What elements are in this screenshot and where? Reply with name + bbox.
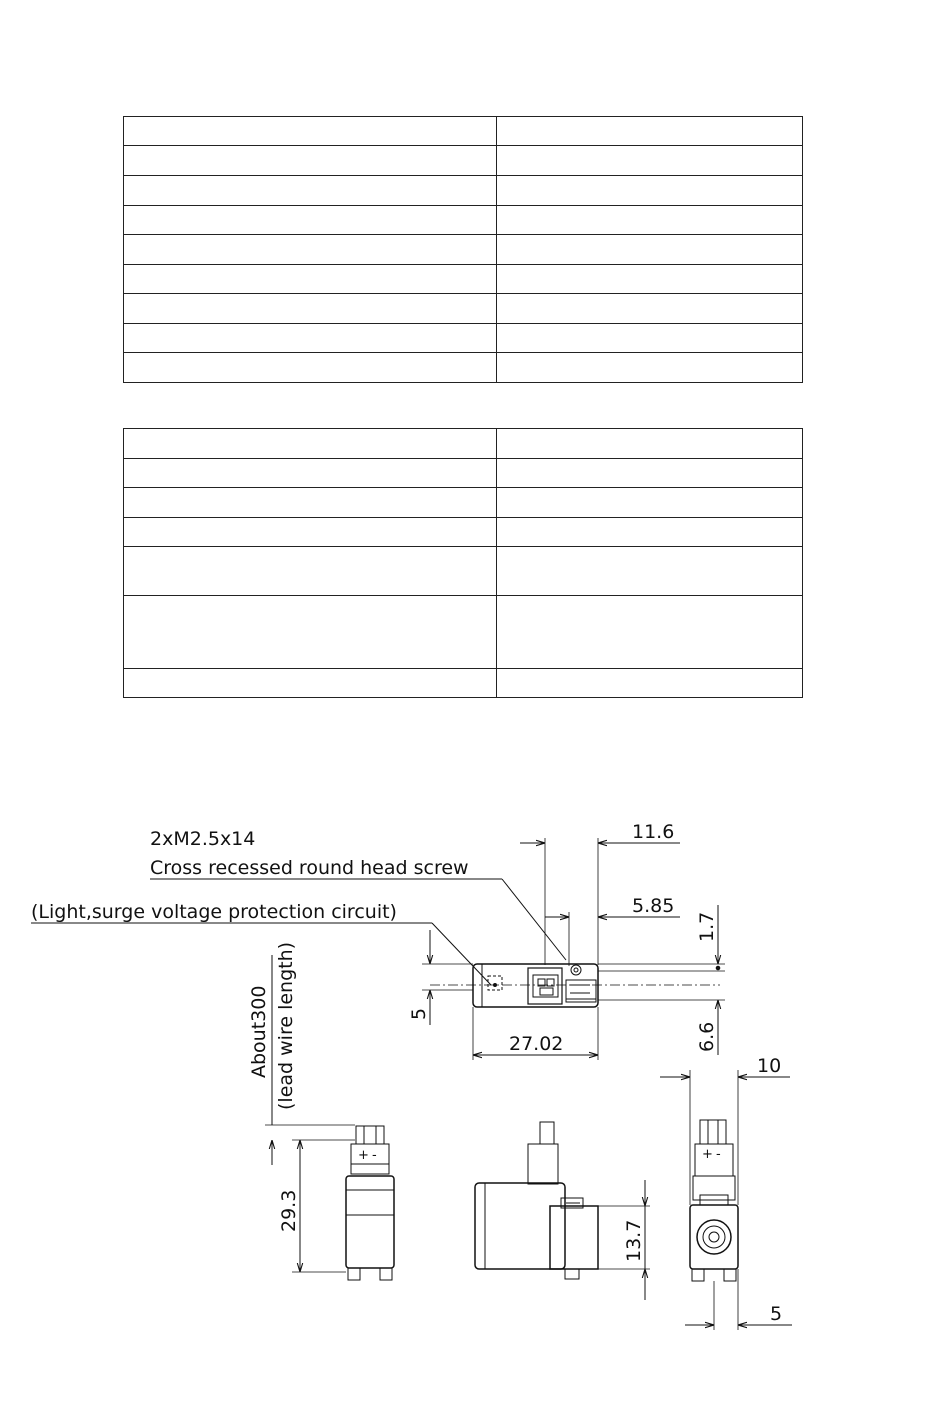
front-view bbox=[475, 1122, 598, 1279]
dim-29-3 bbox=[278, 1140, 355, 1272]
connector-body bbox=[695, 1144, 733, 1176]
dim-label: 29.3 bbox=[278, 1189, 300, 1232]
connector-stem bbox=[528, 1144, 558, 1184]
dim-13-7 bbox=[598, 1180, 650, 1300]
port-outer bbox=[697, 1220, 731, 1254]
coil-body bbox=[475, 1183, 565, 1269]
foot bbox=[724, 1269, 736, 1281]
screw-spec-label: 2xM2.5x14 bbox=[150, 828, 256, 850]
polarity-minus: - bbox=[372, 1148, 377, 1163]
lead-wire-dim bbox=[248, 942, 355, 1165]
dim-label: 10 bbox=[757, 1055, 782, 1077]
screw-desc-label: Cross recessed round head screw bbox=[150, 857, 469, 879]
dim-27-02 bbox=[473, 1007, 598, 1060]
foot bbox=[565, 1269, 579, 1279]
dim-label: 5.85 bbox=[632, 895, 675, 917]
dim-11-6 bbox=[520, 821, 680, 965]
valve-block bbox=[550, 1206, 598, 1269]
polarity-plus: + bbox=[702, 1147, 713, 1162]
lead-note-label: (lead wire length) bbox=[275, 941, 297, 1110]
connector-top bbox=[700, 1120, 726, 1144]
dim-label: 11.6 bbox=[632, 821, 675, 843]
dim-dot bbox=[716, 966, 720, 970]
dim-label: 13.7 bbox=[623, 1219, 645, 1262]
dim-10 bbox=[660, 1055, 790, 1205]
top-view bbox=[430, 964, 720, 1007]
dim-label: 5 bbox=[408, 1007, 430, 1020]
coil-upper bbox=[693, 1176, 735, 1200]
port-mid bbox=[703, 1226, 725, 1248]
connector-body bbox=[351, 1144, 389, 1174]
dim-5-85 bbox=[545, 895, 680, 966]
screw-callout bbox=[150, 828, 566, 960]
circuit-callout bbox=[31, 901, 491, 985]
screw-recess bbox=[574, 968, 578, 972]
dim-5-left bbox=[408, 930, 473, 1025]
dim-label: 1.7 bbox=[696, 911, 718, 942]
foot bbox=[692, 1269, 704, 1281]
connector-pin-top bbox=[540, 1122, 554, 1144]
screw-head bbox=[571, 965, 581, 975]
foot bbox=[348, 1268, 360, 1280]
foot bbox=[380, 1268, 392, 1280]
dim-label: 6.6 bbox=[696, 1021, 718, 1052]
connector-latch bbox=[540, 988, 553, 995]
dim-1-7-6-6 bbox=[598, 905, 725, 1055]
lead-length-label: About300 bbox=[248, 985, 270, 1078]
dim-label: 27.02 bbox=[509, 1033, 564, 1055]
dim-5-bottom bbox=[685, 1269, 792, 1330]
port-inner bbox=[709, 1232, 719, 1242]
circuit-note-label: (Light,surge voltage protection circuit) bbox=[31, 901, 397, 923]
connector-top bbox=[356, 1126, 384, 1144]
polarity-minus: - bbox=[716, 1147, 721, 1162]
leader-line bbox=[502, 879, 566, 960]
dim-label: 5 bbox=[770, 1303, 783, 1325]
polarity-plus: + bbox=[358, 1148, 369, 1163]
left-view bbox=[346, 1126, 394, 1280]
right-view bbox=[690, 1120, 738, 1281]
